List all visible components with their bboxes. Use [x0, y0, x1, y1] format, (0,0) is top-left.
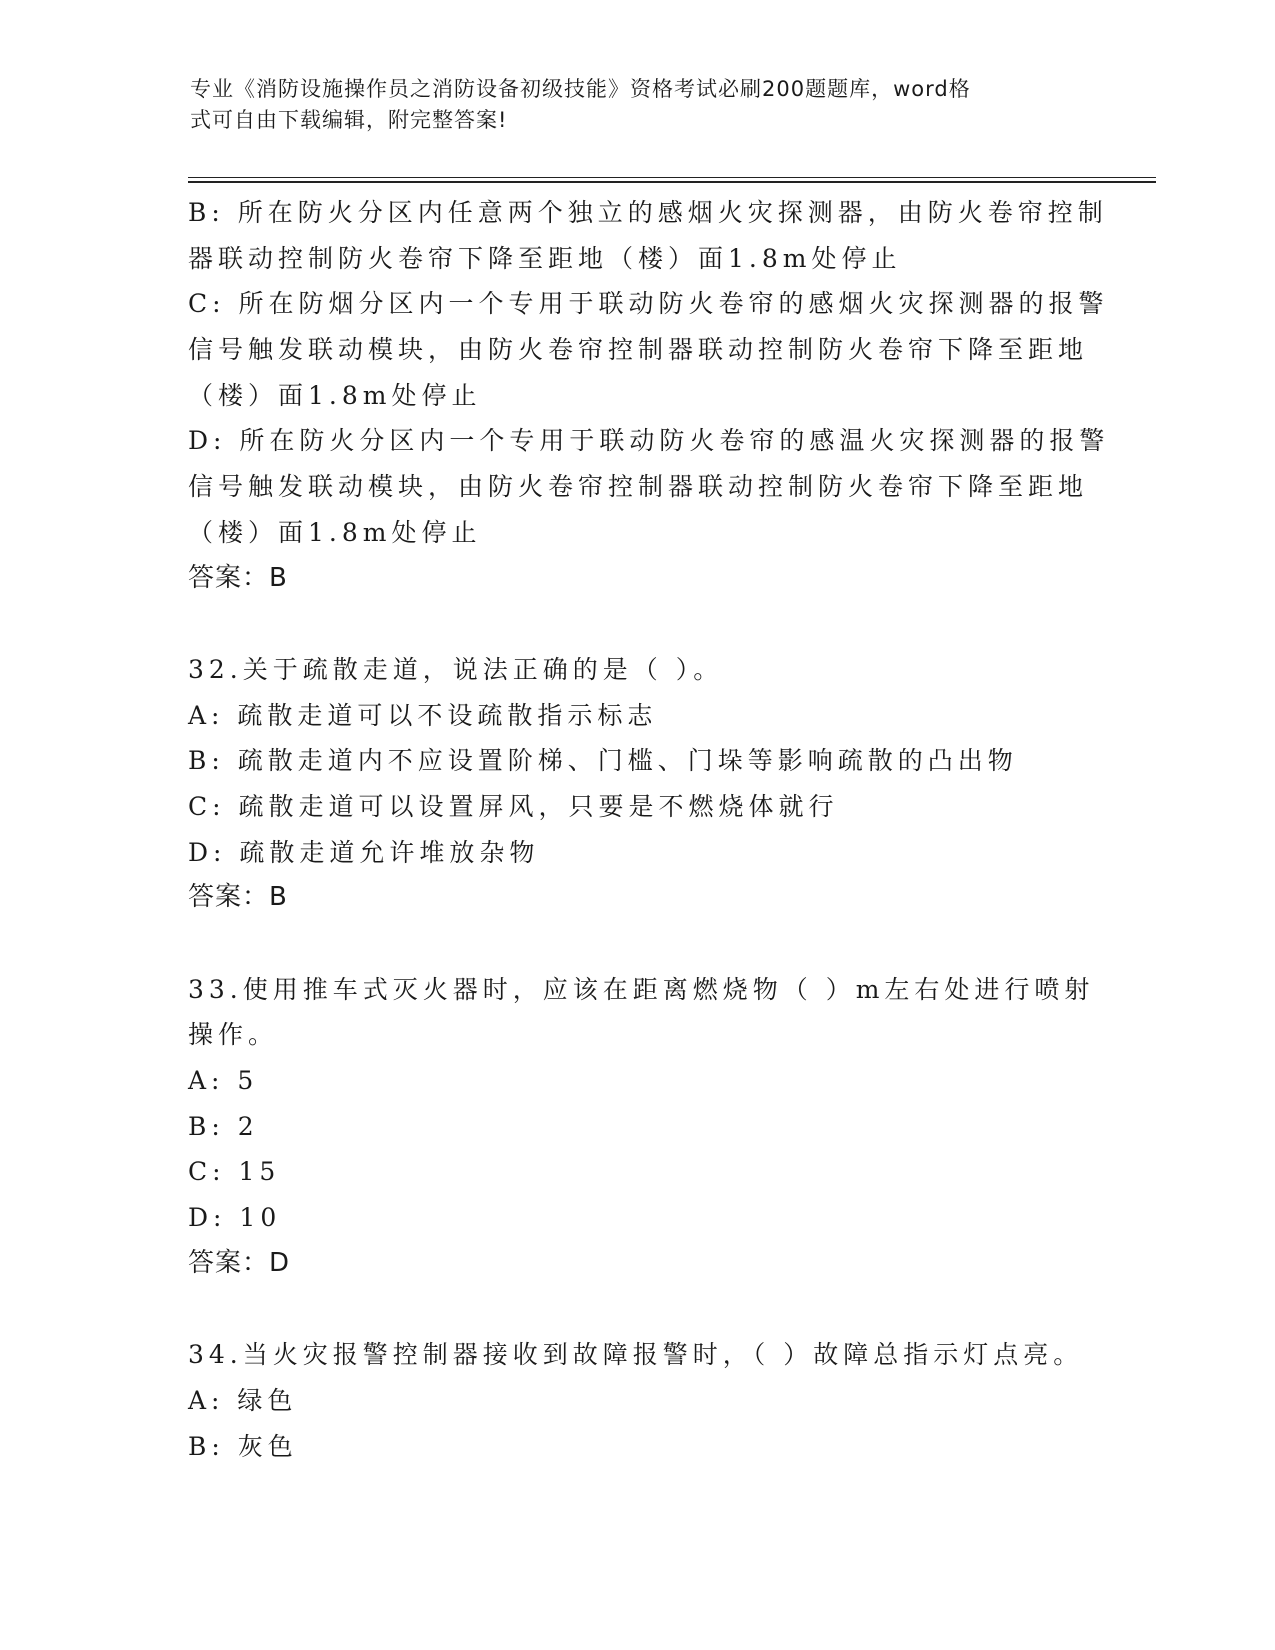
option-a: A: 绿色 — [188, 1385, 298, 1415]
header-divider — [188, 177, 1156, 183]
question-text: 32.关于疏散走道，说法正确的是（ ）。 — [188, 654, 724, 684]
answer-line: 答案：B — [188, 882, 288, 913]
option-c-line-3: （楼）面1.8m处停止 — [188, 380, 482, 410]
option-c-line-2: 信号触发联动模块，由防火卷帘控制器联动控制防火卷帘下降至距地 — [188, 335, 1089, 365]
question-text-line-1: 33.使用推车式灭火器时，应该在距离燃烧物（ ）m左右处进行喷射 — [188, 974, 1095, 1004]
header-line-2: 式可自由下载编辑，附完整答案! — [190, 108, 508, 132]
header-line-1: 专业《消防设施操作员之消防设备初级技能》资格考试必刷200题题库，word格 — [190, 77, 971, 101]
document-body — [188, 190, 1110, 1469]
option-d: D: 10 — [188, 1203, 282, 1233]
option-a: A: 5 — [188, 1066, 259, 1096]
option-c-line-1: C: 所在防烟分区内一个专用于联动防火卷帘的感烟火灾探测器的报警 — [188, 289, 1109, 319]
question-34 — [188, 1332, 1088, 1469]
option-c: C: 15 — [188, 1157, 281, 1187]
page-header — [190, 74, 1070, 136]
option-d-line-3: （楼）面1.8m处停止 — [188, 517, 482, 547]
answer-line: 答案：B — [188, 562, 288, 593]
question-text-line-2: 操作。 — [188, 1020, 279, 1050]
spacer — [188, 921, 1088, 967]
question-33 — [188, 967, 1095, 1287]
option-b: B: 2 — [188, 1111, 259, 1141]
option-b: B: 疏散走道内不应设置阶梯、门槛、门垛等影响疏散的凸出物 — [188, 746, 1018, 776]
question-text: 34.当火灾报警控制器接收到故障报警时，（ ）故障总指示灯点亮。 — [188, 1340, 1084, 1370]
option-a: A: 疏散走道可以不设疏散指示标志 — [188, 700, 658, 730]
option-d-line-1: D: 所在防火分区内一个专用于联动防火卷帘的感温火灾探测器的报警 — [188, 426, 1110, 456]
option-b-line-1: B: 所在防火分区内任意两个独立的感烟火灾探测器，由防火卷帘控制 — [188, 198, 1108, 227]
option-b: B: 灰色 — [188, 1431, 298, 1461]
answer-line: 答案：D — [188, 1247, 291, 1278]
spacer — [188, 601, 1088, 647]
option-d: D: 疏散走道允许堆放杂物 — [188, 837, 540, 867]
option-d-line-2: 信号触发联动模块，由防火卷帘控制器联动控制防火卷帘下降至距地 — [188, 472, 1089, 502]
question-31-continued — [188, 190, 1110, 601]
option-c: C: 疏散走道可以设置屏风，只要是不燃烧体就行 — [188, 791, 839, 821]
question-32 — [188, 647, 1088, 921]
option-b-line-2: 器联动控制防火卷帘下降至距地（楼）面1.8m处停止 — [188, 243, 902, 273]
spacer — [188, 1287, 1088, 1333]
